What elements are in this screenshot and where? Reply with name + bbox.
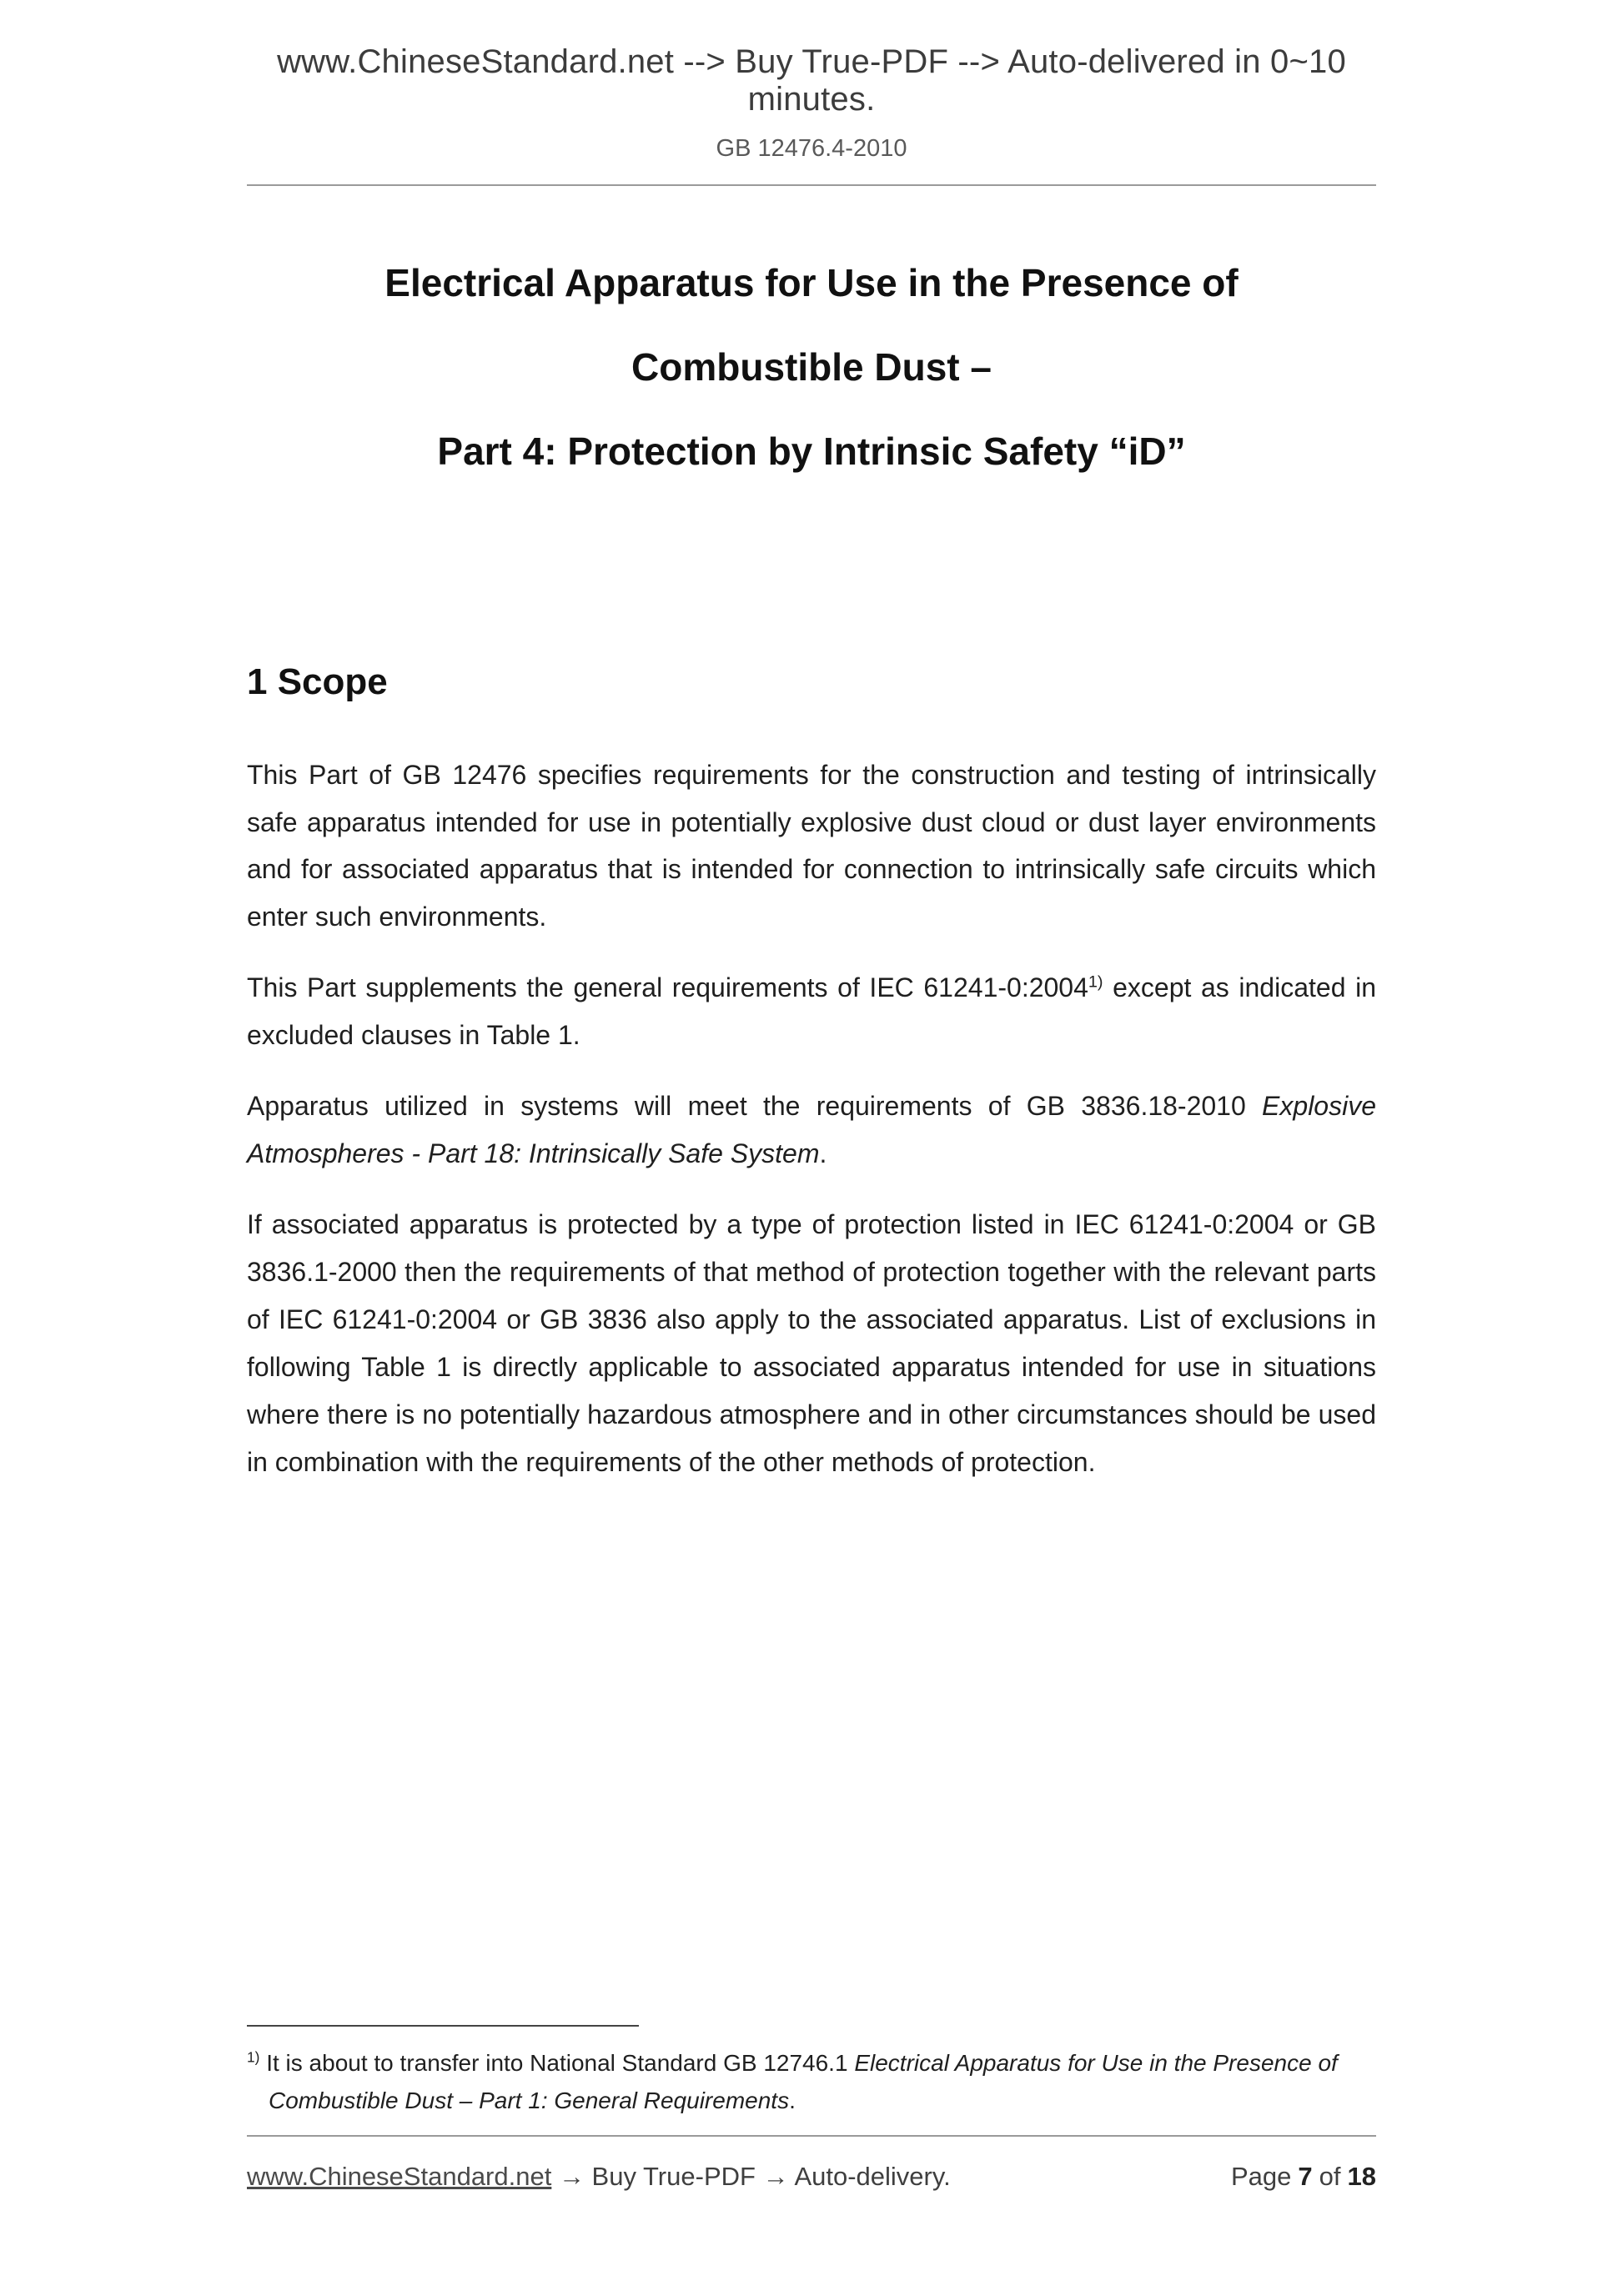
document-title-line1: Electrical Apparatus for Use in the Presence of [384,261,1239,304]
paragraph [247,964,1376,1059]
body-text [247,751,1376,1486]
page-current: 7 [1298,2162,1313,2191]
paragraph-text: If associated apparatus is protected by a type of protection listed in IEC 61241-0:2004 or GB 3836.1-2000 then the requirements of that method of protection together with the relevant parts of IEC 61241-0:2004 or GB 3836 also apply to the associated apparatus. List of exclusions in following Table 1 is directly applicable to associated apparatus intended for use in situations where there is no potentially hazardous atmosphere and in other circumstances should be used in combination with the requirements of the other methods of protection. [247,1209,1376,1477]
footer-text: → Buy True-PDF → Auto-delivery. [551,2162,951,2191]
paragraph-text: This Part supplements the general requirements of IEC 61241-0:2004 [247,972,1088,1003]
page-indicator [1224,2162,1376,2192]
footnote-standard-title: Electrical Apparatus for Use in the Presence of Combustible Dust – Part 1: General Requirements [269,2050,1338,2113]
footnote-divider [247,2025,639,2027]
referenced-standard-title: Explosive Atmospheres - Part 18: Intrinsically Safe System [247,1091,1376,1169]
document-title [247,241,1376,495]
page-of-label: of [1319,2162,1341,2191]
paragraph [247,751,1376,942]
document-title-line2: Combustible Dust – [631,345,992,389]
paragraph-text: . [819,1138,827,1169]
footnote-marker: 1) [247,2048,260,2066]
footnote-area [247,2025,1376,2120]
standard-number: GB 12476.4-2010 [716,135,907,162]
paragraph-text: except as indicated in excluded clauses in Table 1. [247,972,1376,1051]
header-divider [247,184,1376,186]
header-banner-text: www.ChineseStandard.net --> Buy True-PDF --> Auto-delivered in 0~10 minutes. [277,43,1346,118]
paragraph [247,1083,1376,1178]
paragraph [247,1201,1376,1486]
footer-left [247,2162,951,2192]
footnote-reference: 1) [1088,972,1103,992]
paragraph-text: This Part of GB 12476 specifies requirements for the construction and testing of intrinsically safe apparatus intended for use in potentially explosive dust cloud or dust layer environments and for associated apparatus that is intended for connection to intrinsically safe circuits which enter such environments. [247,759,1376,932]
page-header [247,43,1376,186]
footnote [247,2045,1376,2120]
footer-divider [247,2135,1376,2137]
footnote-text: It is about to transfer into National Standard GB 12746.1 [259,2050,855,2076]
footer-row [247,2162,1376,2192]
section-heading-scope: 1 Scope [247,661,388,702]
footnote-text: . [789,2087,796,2113]
page-total: 18 [1347,2162,1376,2191]
page-label: Page [1231,2162,1292,2191]
footer-site-link[interactable]: www.ChineseStandard.net [247,2162,552,2191]
document-title-line3: Part 4: Protection by Intrinsic Safety “iD” [437,430,1186,474]
page-footer [247,2135,1376,2192]
paragraph-text: Apparatus utilized in systems will meet the requirements of GB 3836.18-2010 [247,1091,1263,1122]
